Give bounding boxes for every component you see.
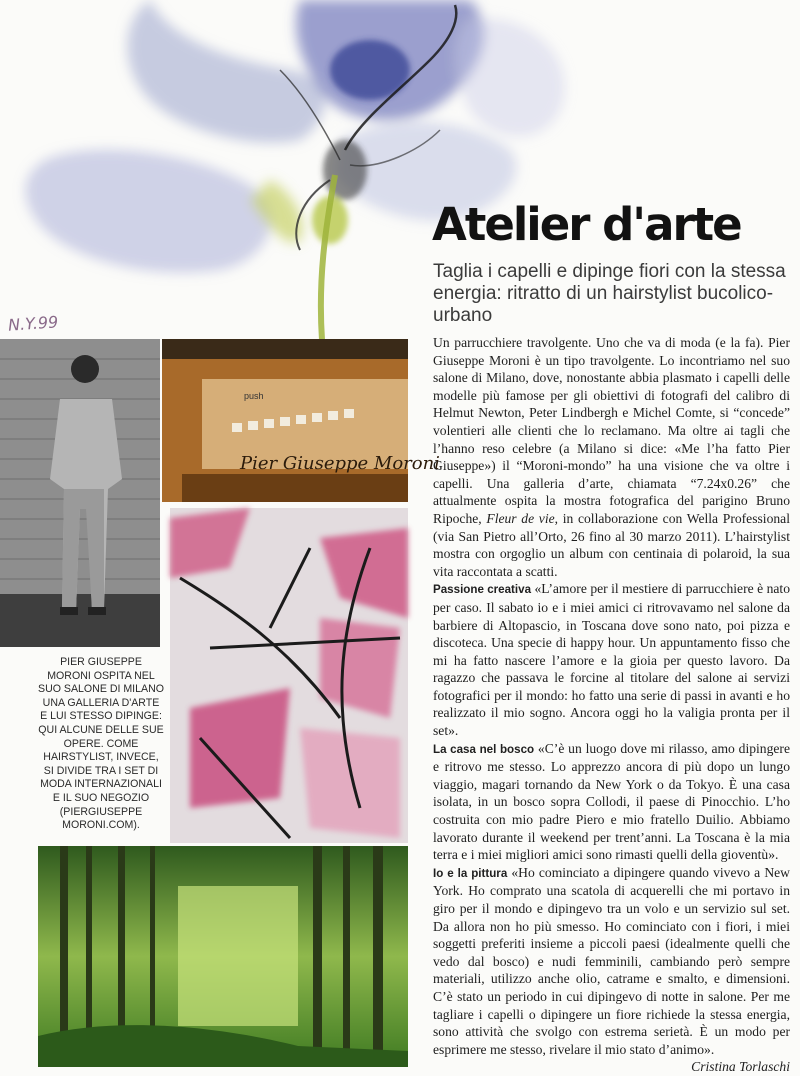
salon-gallery-photo [162,339,440,502]
article-body [433,334,790,1076]
section-text: «Ho cominciato a dipingere quando vivevo a New York. Ho comprato una scatola di acquerelli che mi portavo in giro per il mondo e dipingevo tra un volo e un servizio sul set. Da allora non ho più smesso. Ho cominciato con i fiori, i miei soggetti preferiti insieme a piccoli paesi (idealmente quelli che vedo dal bosco) e nudi femminili, cambiando però sempre materiali, utilizzo anche olio, catrame e smalto, e dimensioni. C’è stato un periodo in cui dipingevo di notte in salone. Per me tagliare i capelli o dipingere un fiore richiede la stessa energia, sono attività che svolgo con estrema serietà. È un modo per esprimere me stesso, rivelare il mio stato d’animo». [433,864,790,1057]
forest-photo [38,846,408,1067]
section-text: «C’è un luogo dove mi rilasso, amo dipingere e ritrovo me stesso. Lo apprezzo ancora di più dopo un lungo viaggio, magari tornando da New York o da Tokyo. È una casa isolata, in un bosco sopra Collodi, il paese di Pinocchio. L’ho costruita con mio padre Piero e mio fratello Duilio. Abbiamo lavorato durante il weekend per trent’anni. La Toscana è la mia terra e i miei migliori amici sono rimasti quelli della gioventù». [433,740,790,863]
section-io-e-la-pittura [433,864,790,1075]
article-subtitle: Taglia i capelli e dipinge fiori con la stessa energia: ritratto di un hairstylist bucolico-urbano [433,261,786,326]
artist-signature: N.Y.99 [7,312,59,335]
gallery-sign-text: push [244,391,264,401]
article-title: Atelier d'arte [432,198,741,251]
author-byline: Cristina Torlaschi [691,1059,790,1075]
section-heading: Io e la pittura [433,866,508,880]
section-passione-creativa [433,580,790,739]
wall-signature: Pier Giuseppe Moroni [240,453,440,474]
section-la-casa-nel-bosco [433,740,790,864]
section-text: «L’amore per il mestiere di parrucchiere è nato per caso. Il sabato io e i miei amici ci ritrovavamo nel salone da barbiere di Altopascio, in Toscana dove sono nato, poi pizza e discoteca. Una specie di happy hour. Un appuntamento fisso che mi ha fatto nascere l’amore e la gioia per questo lavoro. Da ragazzo che passava le forcine al titolare del salone ai servizi fotografici per il mondo: ho fatto una serie di passi in avanti e ho realizzato il mio sogno. Ancora oggi ho la valigia pronta per il set». [433,581,791,739]
intro-paragraph [433,334,790,580]
exhibit-title: Fleur de vie [486,510,555,526]
intro-text: Un parrucchiere travolgente. Uno che va di moda (e la fa). Pier Giuseppe Moroni è un tipo travolgente. Lo incontriamo nel suo salone di Milano, dove, nonostante abbia plasmato i capelli delle modelle più famose per gli obiettivi di fotografi del calibro di Helmut Newton, Peter Lindbergh e Michel Comte, si “concede” volentieri alle clienti che lo reclamano. Ma oltre ai tagli che l’hanno reso celebre (a Milano si dice: «Me l’ha fatto Pier Giuseppe») il “Moroni-mondo” ha una visione che va oltre i capelli. Una galleria d’arte, chiamata “7.24x0.26” che attualmente ospita la mostra fotografica del parigino Bruno Ripoche, [433,335,790,526]
portrait-photo [0,339,160,647]
photo-caption: PIER GIUSEPPE MORONI OSPITA NEL SUO SALONE DI MILANO UNA GALLERIA D'ARTE E LUI STESSO DIPINGE: QUI ALCUNE DELLE SUE OPERE. COME HAIRSTYLIST, INVECE, SI DIVIDE TRA I SET DI MODA INTERNAZIONALI E IL SUO NEGOZIO (PIERGIUSEPPE MORONI.COM). [38,656,164,832]
intro-text-continued: , in collaborazione con Wella Professional (via San Pietro all’Orto, 26 fino al 30 marzo 2011). L’hairstylist mostra con orgoglio un album con centinaia di polaroid, la sua vita raccontata a scatti. [433,510,790,579]
painting-artwork-photo [170,508,408,843]
section-heading: La casa nel bosco [433,742,535,756]
section-heading: Passione creativa [433,583,532,597]
